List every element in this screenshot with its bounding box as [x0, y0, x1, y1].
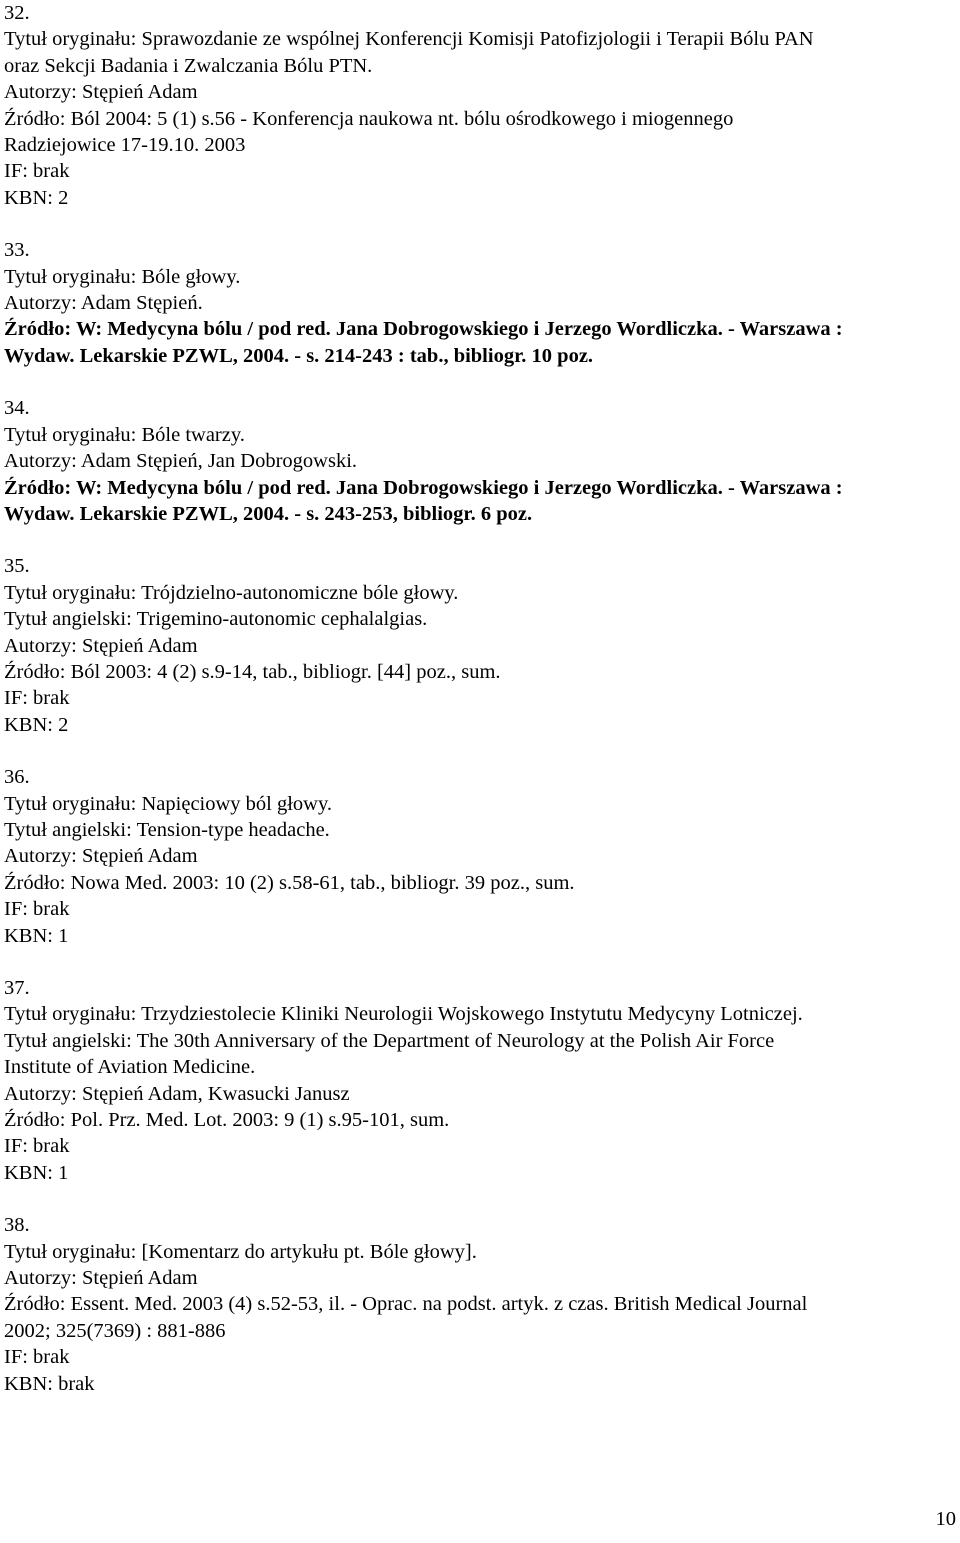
- english-title: Tytuł angielski: Tension-type headache.: [4, 818, 330, 841]
- entry-35: [4, 553, 952, 738]
- original-title-continued: oraz Sekcji Badania i Zwalczania Bólu PTN.: [4, 54, 373, 77]
- source: Źródło: W: Medycyna bólu / pod red. Jana Dobrogowskiego i Jerzego Wordliczka. - Warszawa :: [4, 476, 843, 499]
- entry-number: 36.: [4, 766, 30, 789]
- original-title: Tytuł oryginału: Trójdzielno-autonomiczne bóle głowy.: [4, 581, 459, 604]
- source-continued: Wydaw. Lekarskie PZWL, 2004. - s. 243-253, bibliogr. 6 poz.: [4, 502, 533, 525]
- english-title-continued: Institute of Aviation Medicine.: [4, 1056, 256, 1079]
- authors: Autorzy: Stępień Adam: [4, 1267, 198, 1290]
- authors: Autorzy: Stępień Adam: [4, 634, 198, 657]
- entry-number: 34.: [4, 397, 30, 420]
- english-title: Tytuł angielski: Trigemino-autonomic cephalalgias.: [4, 608, 428, 631]
- source-continued: Wydaw. Lekarskie PZWL, 2004. - s. 214-243 : tab., bibliogr. 10 poz.: [4, 344, 594, 367]
- entry-number: 35.: [4, 555, 30, 578]
- entry-36: [4, 764, 952, 949]
- original-title: Tytuł oryginału: Bóle głowy.: [4, 265, 241, 288]
- original-title: Tytuł oryginału: Bóle twarzy.: [4, 423, 245, 446]
- kbn-score: KBN: 1: [4, 1161, 69, 1184]
- source-continued: 2002; 325(7369) : 881-886: [4, 1319, 226, 1342]
- document-page: [4, 0, 952, 1397]
- original-title: Tytuł oryginału: Sprawozdanie ze wspólnej Konferencji Komisji Patofizjologii i Terapii Bólu PAN: [4, 28, 814, 51]
- entry-number: 38.: [4, 1214, 30, 1237]
- original-title: Tytuł oryginału: Trzydziestolecie Kliniki Neurologii Wojskowego Instytutu Medycyny Lotniczej.: [4, 1003, 803, 1026]
- impact-factor: IF: brak: [4, 1135, 70, 1158]
- source: Źródło: Ból 2004: 5 (1) s.56 - Konferencja naukowa nt. bólu ośrodkowego i miogennego: [4, 107, 734, 130]
- entry-33: [4, 237, 952, 369]
- entry-number: 32.: [4, 2, 30, 24]
- authors: Autorzy: Adam Stępień, Jan Dobrogowski.: [4, 450, 358, 473]
- page-number: 10: [935, 1508, 956, 1530]
- original-title: Tytuł oryginału: [Komentarz do artykułu pt. Bóle głowy].: [4, 1240, 477, 1263]
- entry-37: [4, 975, 952, 1186]
- impact-factor: IF: brak: [4, 898, 70, 921]
- impact-factor: IF: brak: [4, 1346, 70, 1369]
- entry-38: [4, 1212, 952, 1397]
- kbn-score: KBN: 2: [4, 713, 69, 736]
- original-title: Tytuł oryginału: Napięciowy ból głowy.: [4, 792, 333, 815]
- source: Źródło: Ból 2003: 4 (2) s.9-14, tab., bibliogr. [44] poz., sum.: [4, 660, 501, 683]
- kbn-score: KBN: brak: [4, 1372, 95, 1395]
- impact-factor: IF: brak: [4, 160, 70, 183]
- entry-32: [4, 0, 952, 211]
- kbn-score: KBN: 2: [4, 186, 69, 209]
- kbn-score: KBN: 1: [4, 924, 69, 947]
- authors: Autorzy: Stępień Adam: [4, 845, 198, 868]
- entry-number: 37.: [4, 977, 30, 999]
- authors: Autorzy: Stępień Adam: [4, 81, 198, 104]
- source: Źródło: W: Medycyna bólu / pod red. Jana Dobrogowskiego i Jerzego Wordliczka. - Warszawa :: [4, 318, 843, 341]
- entry-number: 33.: [4, 239, 30, 262]
- source: Źródło: Nowa Med. 2003: 10 (2) s.58-61, tab., bibliogr. 39 poz., sum.: [4, 871, 575, 894]
- authors: Autorzy: Stępień Adam, Kwasucki Janusz: [4, 1082, 350, 1105]
- impact-factor: IF: brak: [4, 687, 70, 710]
- source-continued: Radziejowice 17-19.10. 2003: [4, 134, 246, 157]
- authors: Autorzy: Adam Stępień.: [4, 292, 203, 315]
- english-title: Tytuł angielski: The 30th Anniversary of the Department of Neurology at the Polish Air Force: [4, 1029, 775, 1052]
- entry-34: [4, 395, 952, 527]
- source: Źródło: Pol. Prz. Med. Lot. 2003: 9 (1) s.95-101, sum.: [4, 1109, 450, 1132]
- source: Źródło: Essent. Med. 2003 (4) s.52-53, il. - Oprac. na podst. artyk. z czas. British Medical Journal: [4, 1293, 808, 1316]
